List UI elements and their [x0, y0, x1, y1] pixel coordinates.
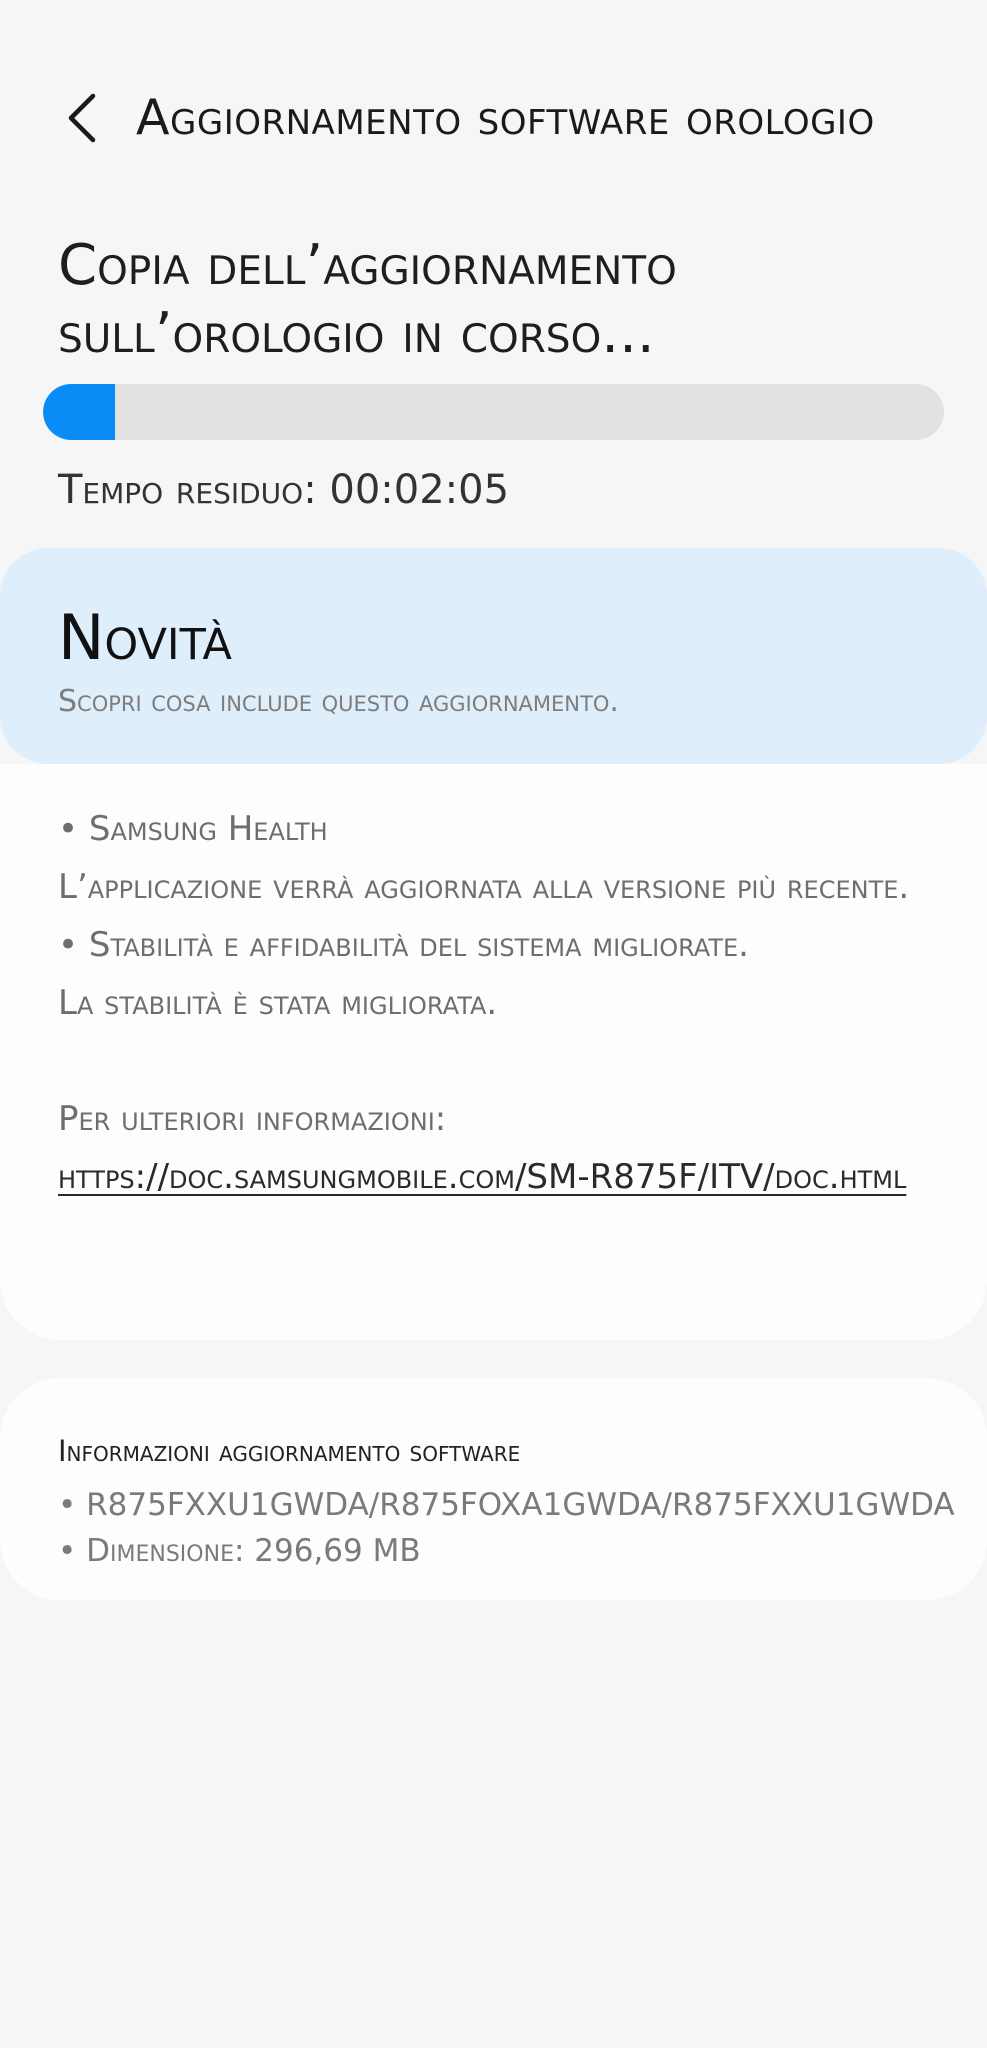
release-note-line: Per ulteriori informazioni: — [58, 1099, 447, 1139]
progress-bar — [43, 384, 944, 440]
release-note-line: • Stabilità e affidabilità del sistema migliorate. — [58, 925, 749, 965]
download-size: • Dimensione: 296,69 MB — [58, 1533, 421, 1569]
back-button[interactable] — [52, 88, 112, 148]
more-info-link[interactable]: https://doc.samsungmobile.com/SM-R875F/ITV/doc.html — [58, 1157, 907, 1197]
release-note-line — [58, 1032, 938, 1090]
progress-status-title: Copia dell’aggiornamento sull’orologio in corso... — [58, 233, 677, 366]
whats-new-title: Novità — [58, 601, 232, 674]
release-note-line: • Samsung Health — [58, 809, 328, 849]
page-title: Aggiornamento software orologio — [136, 89, 875, 146]
release-notes-card — [0, 764, 987, 1340]
time-remaining: Tempo residuo: 00:02:05 — [58, 467, 510, 513]
release-note-line: La stabilità è stata migliorata. — [58, 983, 498, 1023]
chevron-left-icon — [65, 92, 99, 144]
release-note-line: L’applicazione verrà aggiornata alla versione più recente. — [58, 867, 910, 907]
software-info-card — [0, 1378, 987, 1600]
app-bar — [0, 70, 987, 166]
whats-new-subtitle: Scopri cosa include questo aggiornamento. — [58, 684, 619, 719]
progress-bar-fill — [43, 384, 115, 440]
software-info-title: Informazioni aggiornamento software — [58, 1434, 521, 1468]
software-version: • R875FXXU1GWDA/R875FOXA1GWDA/R875FXXU1GWDA — [58, 1487, 955, 1523]
release-notes — [58, 800, 938, 1206]
whats-new-card — [0, 548, 987, 764]
